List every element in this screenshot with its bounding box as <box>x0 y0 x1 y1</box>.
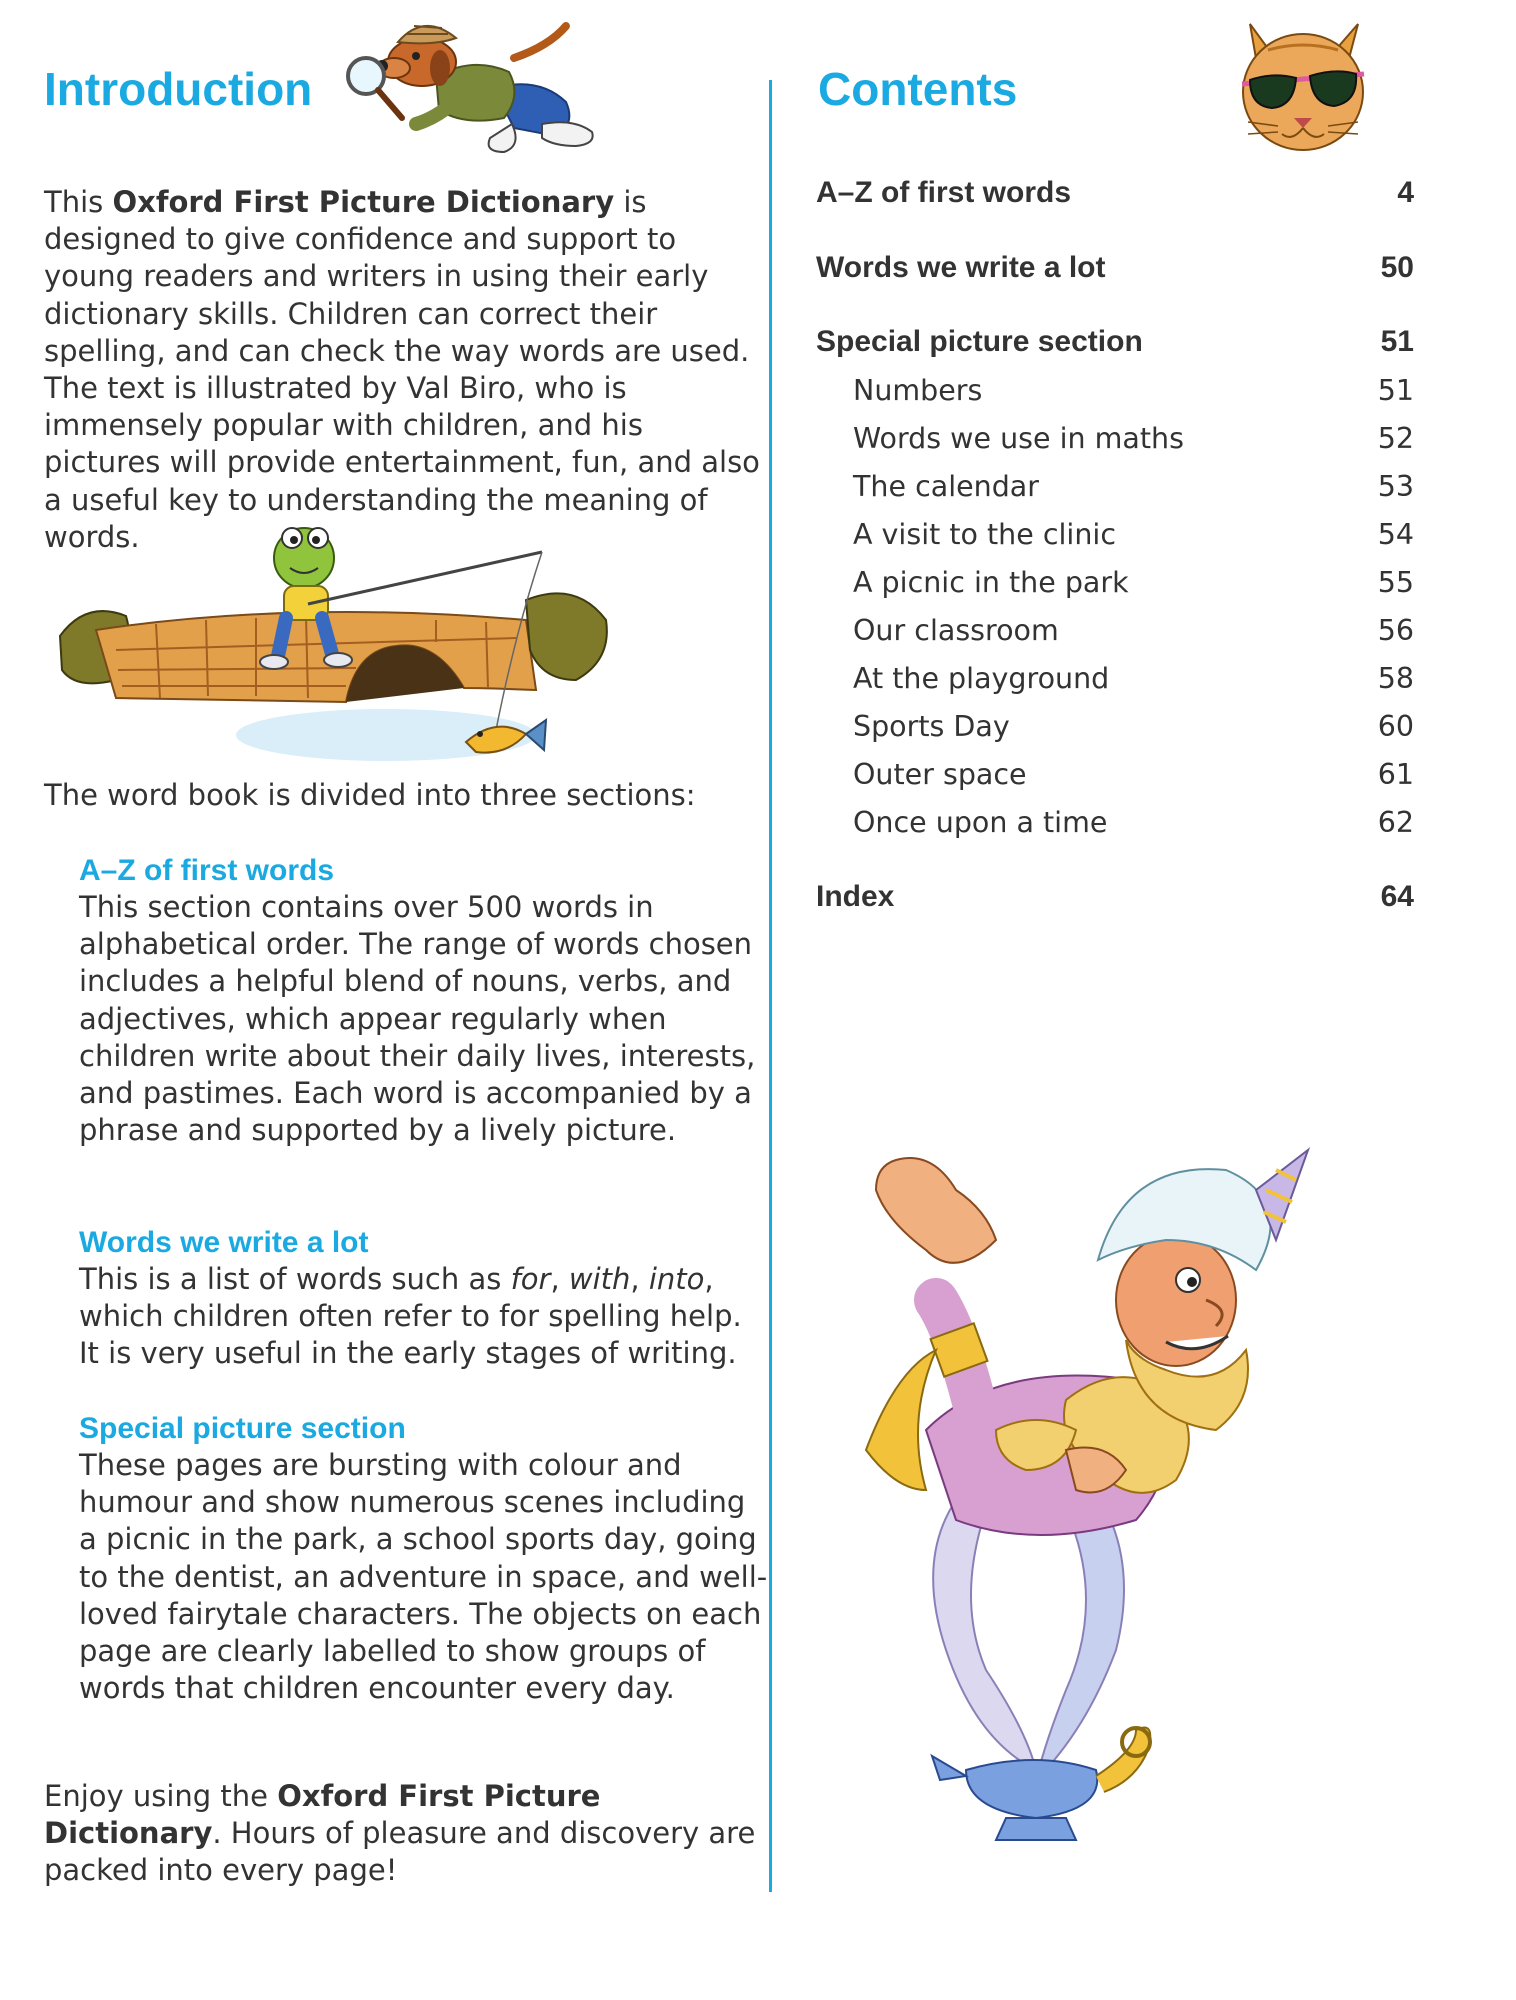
contents-sub-entry[interactable] <box>853 758 1414 791</box>
contents-title: Contents <box>818 63 1018 115</box>
sections-lead: The word book is divided into three sections: <box>44 778 696 812</box>
entry-page: 58 <box>1377 662 1414 695</box>
contents-sub-entry[interactable] <box>853 422 1414 455</box>
introduction-title: Introduction <box>44 63 313 115</box>
entry-page: 51 <box>1377 374 1414 407</box>
genie-icon <box>866 1150 1308 1840</box>
entry-label: The calendar <box>853 470 1039 503</box>
entry-label: Words we write a lot <box>816 251 1106 284</box>
section-text: These pages are bursting with colour and humour and show numerous scenes including a picnic in the park, a school sports day, going to the dentist, an adventure in space, and well-loved fairytale characters. The objects on each page are clearly labelled to show groups of words that children encounter every day. <box>79 1448 768 1706</box>
section-title: Special picture section <box>79 1412 406 1445</box>
book-name: Oxford First Picture Dictionary <box>44 1779 601 1851</box>
intro-text-rest: is designed to give confidence and support to young readers and writers in using their early dictionary skills. Children can correct their spelling, and can check the way words are used. The text is illustrated by Val Biro, who is immensely popular with children, and his pictures will provide entertainment, fun, and also a useful key to understanding the meaning of words. <box>44 185 760 554</box>
entry-label: Numbers <box>853 374 983 407</box>
entry-page: 50 <box>1380 251 1414 284</box>
entry-page: 64 <box>1380 880 1414 913</box>
section-title: Words we write a lot <box>79 1226 369 1259</box>
frog-fishing-icon <box>60 528 607 761</box>
contents-sub-entry[interactable] <box>853 518 1414 551</box>
example-word: into <box>648 1262 705 1296</box>
contents-sub-entry[interactable] <box>853 566 1414 599</box>
cat-with-sunglasses-illustration <box>1228 10 1378 162</box>
contents-entry-special-picture[interactable] <box>816 325 1414 359</box>
entry-page: 55 <box>1377 566 1414 599</box>
entry-page: 53 <box>1377 470 1414 503</box>
section-text: This is a list of words such as for, with, into, which children often refer to for spelling help. It is very useful in the early stages of writing. <box>79 1262 742 1371</box>
entry-label: A picnic in the park <box>853 566 1129 599</box>
section-words-we-write <box>79 1224 769 1373</box>
contents-entry-index[interactable] <box>816 880 1414 914</box>
entry-page: 51 <box>1380 325 1414 358</box>
entry-page: 61 <box>1377 758 1414 791</box>
entry-label: At the playground <box>853 662 1110 695</box>
entry-label: Special picture section <box>816 325 1143 358</box>
example-word: with <box>568 1262 631 1296</box>
entry-page: 54 <box>1377 518 1414 551</box>
section-text: This section contains over 500 words in alphabetical order. The range of words chosen includes a helpful blend of nouns, verbs, and adjectives, which appear regularly when children write about their daily lives, interests, and pastimes. Each word is accompanied by a phrase and supported by a lively picture. <box>79 890 756 1148</box>
dog-detective-icon <box>348 26 593 152</box>
entry-label: Once upon a time <box>853 806 1108 839</box>
example-word: for <box>510 1262 551 1296</box>
section-title: A–Z of first words <box>79 854 335 887</box>
section-text-start: This is a list of words such as <box>79 1262 511 1296</box>
section-special-picture <box>79 1410 769 1707</box>
book-name: Oxford First Picture Dictionary <box>112 185 615 219</box>
entry-label: Sports Day <box>853 710 1010 743</box>
contents-sub-entry[interactable] <box>853 374 1414 407</box>
closing-paragraph <box>44 1778 764 1890</box>
section-a-z <box>79 852 769 1149</box>
contents-sub-entry[interactable] <box>853 806 1414 839</box>
contents-sub-entry[interactable] <box>853 710 1414 743</box>
entry-label: Words we use in maths <box>853 422 1184 455</box>
introduction-paragraph <box>44 184 764 556</box>
frog-fishing-on-bridge-illustration <box>56 520 616 782</box>
entry-label: Our classroom <box>853 614 1059 647</box>
closing-text-rest: . Hours of pleasure and discovery are packed into every page! <box>44 1816 756 1888</box>
entry-page: 60 <box>1377 710 1414 743</box>
genie-from-lamp-illustration <box>836 1130 1476 1850</box>
contents-entry-a-z[interactable] <box>816 176 1414 210</box>
entry-page: 4 <box>1397 176 1414 209</box>
closing-text-start: Enjoy using the <box>44 1779 278 1813</box>
entry-label: Outer space <box>853 758 1027 791</box>
entry-page: 56 <box>1377 614 1414 647</box>
section-text-rest: , which children often refer to for spelling help. It is very useful in the early stages of writing. <box>79 1262 742 1371</box>
entry-page: 52 <box>1377 422 1414 455</box>
entry-label: Index <box>816 880 895 913</box>
contents-sub-entry[interactable] <box>853 662 1414 695</box>
entry-label: A visit to the clinic <box>853 518 1116 551</box>
cat-icon <box>1242 24 1364 150</box>
entry-label: A–Z of first words <box>816 176 1072 209</box>
column-divider <box>769 80 772 1892</box>
entry-page: 62 <box>1377 806 1414 839</box>
contents-entry-words-we-write[interactable] <box>816 251 1414 285</box>
contents-sub-entry[interactable] <box>853 470 1414 503</box>
intro-text-start: This <box>44 185 113 219</box>
contents-sub-entry[interactable] <box>853 614 1414 647</box>
dog-detective-illustration <box>344 6 624 158</box>
